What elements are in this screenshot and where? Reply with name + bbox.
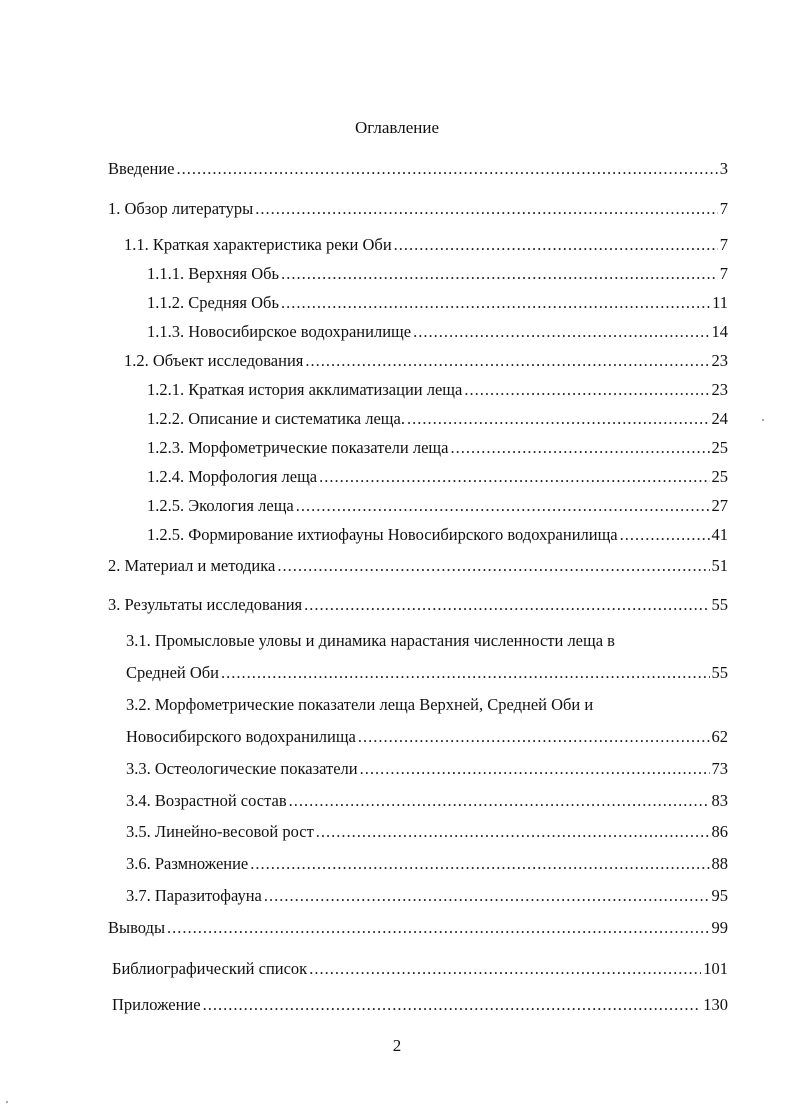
toc-entry-label: 1.2.2. Описание и систематика леща. bbox=[147, 409, 405, 428]
toc-entry-bibliography bbox=[112, 958, 728, 980]
toc-dot-leader bbox=[255, 198, 718, 220]
toc-dot-leader bbox=[281, 263, 718, 285]
toc-entry-page: 88 bbox=[711, 854, 728, 873]
toc-dot-leader bbox=[296, 495, 710, 517]
toc-dot-leader bbox=[277, 555, 709, 577]
toc-entry-appendix bbox=[112, 994, 728, 1016]
toc-entry-material-methods bbox=[108, 555, 728, 577]
toc-entry-label: Выводы bbox=[108, 918, 166, 937]
toc-dot-leader bbox=[167, 917, 709, 939]
toc-dot-leader bbox=[319, 466, 709, 488]
toc-entry-morphometric-indicators bbox=[147, 437, 728, 459]
toc-entry-label: 1.2. Объект исследования bbox=[124, 351, 304, 370]
toc-entry-page: 25 bbox=[711, 438, 728, 457]
toc-entry-page: 73 bbox=[711, 759, 728, 778]
toc-entry-label: 3.6. Размножение bbox=[126, 854, 249, 873]
toc-dot-leader bbox=[360, 758, 710, 780]
toc-entry-parasites bbox=[126, 885, 728, 907]
toc-entry-label: Средней Оби bbox=[126, 663, 220, 682]
toc-entry-page: 24 bbox=[711, 409, 728, 428]
toc-dot-leader bbox=[316, 821, 710, 843]
toc-dot-leader bbox=[203, 994, 702, 1016]
toc-entry-label: 1.2.4. Морфология леща bbox=[147, 467, 318, 486]
toc-dot-leader bbox=[464, 379, 709, 401]
toc-dot-leader bbox=[221, 662, 709, 684]
toc-entry-page: 95 bbox=[711, 886, 728, 905]
toc-entry-page: 55 bbox=[711, 595, 728, 614]
toc-dot-leader bbox=[281, 292, 710, 314]
toc-entry-osteology bbox=[126, 758, 728, 780]
toc-entry-label: 1.2.5. Экология леща bbox=[147, 496, 294, 515]
toc-entry-reproduction bbox=[126, 853, 728, 875]
toc-entry-page: 14 bbox=[711, 322, 728, 341]
toc-dot-leader bbox=[358, 726, 710, 748]
toc-entry-page: 51 bbox=[711, 556, 728, 575]
toc-entry-page: 41 bbox=[711, 525, 728, 544]
toc-entry-page: 86 bbox=[711, 822, 728, 841]
toc-dot-leader bbox=[305, 350, 709, 372]
toc-entry-label: Библиографический список bbox=[112, 959, 308, 978]
toc-dot-leader bbox=[450, 437, 709, 459]
toc-entry-page: 55 bbox=[711, 663, 728, 682]
toc-dot-leader bbox=[177, 158, 718, 180]
toc-entry-page: 7 bbox=[719, 264, 728, 283]
toc-entry-page: 23 bbox=[711, 351, 728, 370]
toc-entry-novosibirsk-reservoir bbox=[147, 321, 728, 343]
toc-entry-page: 99 bbox=[711, 918, 728, 937]
toc-entry-page: 3 bbox=[719, 159, 728, 178]
toc-entry-literature-review bbox=[108, 198, 728, 220]
toc-entry-results bbox=[108, 594, 728, 616]
scan-speck bbox=[6, 1101, 8, 1103]
toc-entry-label: 3.4. Возрастной состав bbox=[126, 791, 287, 810]
toc-entry-label: 1.1.3. Новосибирское водохранилище bbox=[147, 322, 412, 341]
toc-entry-label: 1.2.1. Краткая история акклиматизации леща bbox=[147, 380, 463, 399]
toc-dot-leader bbox=[309, 958, 701, 980]
toc-entry-catches bbox=[126, 662, 728, 684]
scan-speck bbox=[762, 419, 764, 421]
toc-entry-label: Новосибирского водохранилища bbox=[126, 727, 356, 746]
toc-entry-page: 11 bbox=[712, 293, 728, 312]
toc-dot-leader bbox=[407, 408, 710, 430]
toc-entry-introduction bbox=[108, 158, 728, 180]
toc-entry-page: 130 bbox=[703, 995, 728, 1014]
toc-entry-conclusions bbox=[108, 917, 728, 939]
toc-dot-leader bbox=[394, 234, 718, 256]
toc-entry-page: 7 bbox=[719, 235, 728, 254]
toc-entry-morphometric-comparison bbox=[126, 726, 728, 748]
page-number: 2 bbox=[392, 1036, 402, 1055]
toc-entry-page: 101 bbox=[703, 959, 728, 978]
toc-entry-catches-line1: 3.1. Промысловые уловы и динамика нарастания численности леща в bbox=[126, 631, 615, 650]
toc-title: Оглавление bbox=[355, 118, 439, 137]
toc-entry-page: 7 bbox=[719, 199, 728, 218]
toc-entry-research-object bbox=[124, 350, 728, 372]
toc-entry-label: Приложение bbox=[112, 995, 201, 1014]
toc-entry-page: 27 bbox=[711, 496, 728, 515]
toc-dot-leader bbox=[304, 594, 709, 616]
toc-entry-ecology bbox=[147, 495, 728, 517]
toc-entry-morphometric-comparison-line1: 3.2. Морфометрические показатели леща Верхней, Средней Оби и bbox=[126, 695, 594, 714]
toc-entry-ob-river bbox=[124, 234, 728, 256]
toc-entry-page: 62 bbox=[711, 727, 728, 746]
toc-entry-label: 3. Результаты исследования bbox=[108, 595, 303, 614]
toc-entry-label: 1. Обзор литературы bbox=[108, 199, 254, 218]
toc-entry-age-composition bbox=[126, 790, 728, 812]
toc-entry-label: 1.1.1. Верхняя Обь bbox=[147, 264, 280, 283]
toc-entry-growth bbox=[126, 821, 728, 843]
toc-entry-label: 1.2.5. Формирование ихтиофауны Новосибирского водохранилища bbox=[147, 525, 618, 544]
toc-entry-description-systematics bbox=[147, 408, 728, 430]
toc-entry-page: 25 bbox=[711, 467, 728, 486]
toc-dot-leader bbox=[289, 790, 710, 812]
toc-entry-label: 2. Материал и методика bbox=[108, 556, 276, 575]
toc-entry-label: 1.1.2. Средняя Обь bbox=[147, 293, 279, 312]
toc-dot-leader bbox=[250, 853, 709, 875]
toc-entry-acclimatization-history bbox=[147, 379, 728, 401]
toc-dot-leader bbox=[264, 885, 710, 907]
toc-entry-upper-ob bbox=[147, 263, 728, 285]
toc-entry-label: 3.5. Линейно-весовой рост bbox=[126, 822, 314, 841]
toc-entry-page: 83 bbox=[711, 791, 728, 810]
toc-entry-ichthyofauna bbox=[147, 524, 728, 546]
toc-entry-label: Введение bbox=[108, 159, 175, 178]
toc-entry-label: 3.7. Паразитофауна bbox=[126, 886, 262, 905]
toc-entry-morphology bbox=[147, 466, 728, 488]
toc-entry-label: 1.2.3. Морфометрические показатели леща bbox=[147, 438, 449, 457]
toc-entry-page: 23 bbox=[711, 380, 728, 399]
toc-dot-leader bbox=[413, 321, 709, 343]
toc-entry-middle-ob bbox=[147, 292, 728, 314]
toc-dot-leader bbox=[620, 524, 710, 546]
toc-entry-label: 1.1. Краткая характеристика реки Оби bbox=[124, 235, 392, 254]
toc-entry-label: 3.3. Остеологические показатели bbox=[126, 759, 358, 778]
